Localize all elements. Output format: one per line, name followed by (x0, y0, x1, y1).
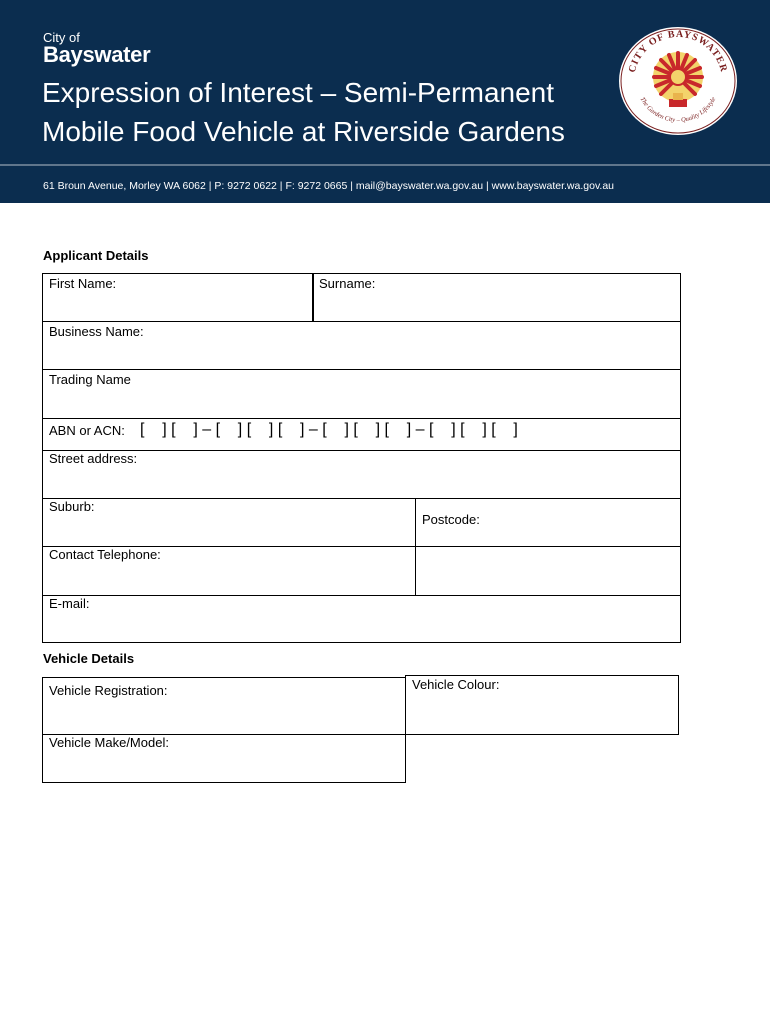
email-field[interactable] (42, 595, 681, 643)
postcode-field[interactable] (415, 498, 681, 547)
vehicle-registration-field[interactable] (42, 677, 406, 735)
street-address-label: Street address: (49, 451, 138, 466)
first-name-field[interactable] (42, 273, 314, 322)
vehicle-colour-field[interactable] (405, 675, 679, 735)
brand-bayswater: Bayswater (43, 42, 151, 67)
suburb-label: Suburb: (49, 499, 95, 514)
blank-cell (415, 546, 681, 596)
business-name-label: Business Name: (49, 324, 144, 339)
surname-field[interactable] (312, 273, 681, 322)
contact-details: 61 Broun Avenue, Morley WA 6062 | P: 9272 0622 | F: 9272 0665 | mail@bayswater.wa.gov.au | www.bayswater.wa.gov.au (43, 180, 615, 192)
contact-telephone-field[interactable] (42, 546, 416, 596)
contact-telephone-label: Contact Telephone: (49, 547, 161, 562)
abn-acn-digit-boxes[interactable]: [ ] [ ] – [ ] [ ] [ ] – [ ] [ ] [ ] – [ ] [ ] [ ] (140, 421, 518, 438)
abn-acn-label: ABN or ACN: (49, 423, 125, 438)
page-title-line-2: Mobile Food Vehicle at Riverside Gardens (42, 116, 565, 147)
header-divider (0, 164, 770, 166)
page-header (0, 0, 770, 203)
seal-top-text: CITY OF BAYSWATER (626, 28, 730, 74)
vehicle-details-heading: Vehicle Details (43, 651, 135, 666)
trading-name-field[interactable] (42, 369, 681, 419)
trading-name-label: Trading Name (49, 372, 131, 387)
business-name-field[interactable] (42, 321, 681, 370)
street-address-field[interactable] (42, 450, 681, 499)
city-seal-logo (617, 25, 739, 137)
applicant-details-heading: Applicant Details (43, 248, 149, 263)
vehicle-make-model-field[interactable] (42, 734, 406, 783)
suburb-field[interactable] (42, 498, 416, 547)
postcode-label: Postcode: (422, 512, 480, 527)
vehicle-registration-label: Vehicle Registration: (49, 683, 168, 698)
email-label: E-mail: (49, 596, 90, 611)
page-title-line-1: Expression of Interest – Semi-Permanent (42, 77, 555, 108)
vehicle-make-model-label: Vehicle Make/Model: (49, 735, 169, 750)
first-name-label: First Name: (49, 276, 117, 291)
surname-label: Surname: (319, 276, 376, 291)
brand-city-of: City of (43, 30, 80, 45)
seal-bottom-text: The Garden City – Quality Lifestyle (638, 96, 718, 124)
vehicle-colour-label: Vehicle Colour: (412, 677, 500, 692)
